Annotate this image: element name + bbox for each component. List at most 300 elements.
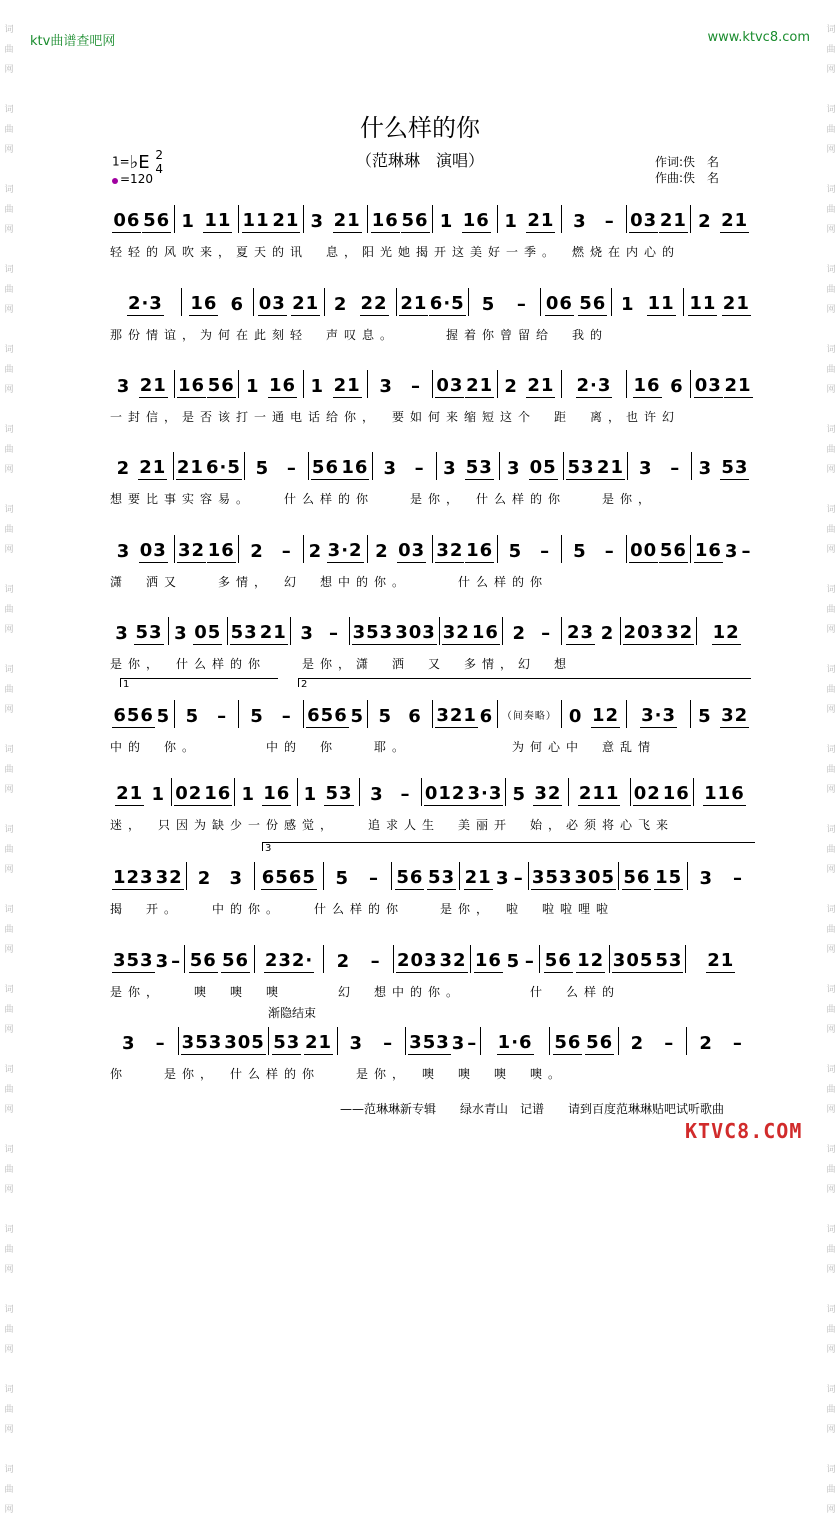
lyrics-row: 一封信，是否该打一通电话给你， 要如何来缩短这个 距 离，也许幻 (110, 410, 681, 424)
note-token: 53 (428, 867, 456, 888)
note-token: 53 (655, 950, 683, 971)
note-token: 3·3 (467, 783, 503, 804)
note-token: 2 (698, 211, 712, 232)
staff-line (110, 778, 755, 850)
measure (612, 288, 684, 316)
note-token: – (281, 541, 292, 562)
measure (627, 370, 692, 398)
note-token: 3 (310, 211, 325, 232)
note-token: 5 (698, 706, 712, 727)
note-token: 21 (259, 622, 287, 643)
note-token: 03 (258, 293, 286, 314)
note-token: 3 (116, 376, 131, 397)
measure (564, 452, 628, 480)
measure (185, 945, 255, 973)
measure (503, 617, 562, 645)
composer-credit: 作曲:佚 名 (655, 171, 720, 185)
note-token: – (400, 784, 411, 805)
note-token: 3 (698, 458, 713, 479)
note-token: 5 (255, 458, 270, 479)
measure (691, 205, 755, 233)
measure (179, 1027, 269, 1055)
note-token: 21 (292, 293, 320, 314)
measure (433, 700, 498, 728)
tempo-value: =120 (120, 172, 153, 186)
note-token: 12 (577, 950, 605, 971)
note-token: 16 (466, 540, 494, 561)
volta-bracket: 3 (262, 842, 755, 851)
note-token: – (541, 623, 552, 644)
lyrics-row: 中的 你。 中的 你 耶。 为何心中 意乱情 (110, 740, 657, 754)
measure (460, 862, 528, 890)
time-signature (155, 148, 163, 176)
measure (239, 700, 304, 728)
lyrics-row: 是你， 噢 噢 噢 幻 想中的你。 什 么样的 (110, 985, 621, 999)
note-token: 2 (504, 376, 518, 397)
note-token: 16 (207, 540, 235, 561)
note-token: 3 (639, 458, 653, 479)
staff-line (110, 535, 755, 607)
lyrics-row: 迷， 只因为缺少一份感觉， 追求人生 美丽开 始，必须将心飞来 (110, 818, 675, 832)
site-url-right: www.ktvc8.com (707, 30, 810, 45)
measure (469, 288, 541, 316)
note-token: 02 (175, 783, 203, 804)
measure (175, 205, 240, 233)
measure (110, 617, 169, 645)
measure (471, 945, 541, 973)
note-token: 6565 (261, 867, 316, 888)
note-token: 21 (139, 375, 167, 396)
note-token: 21 (139, 457, 167, 478)
note-token: 656 (113, 705, 154, 726)
note-token: 16 (662, 783, 690, 804)
measure (235, 778, 297, 806)
lyrics-row: 你 是你， 什么样的你 是你， 噢 噢 噢 噢。 (110, 1067, 567, 1081)
note-token: – (741, 541, 752, 562)
note-token: 1 (504, 211, 518, 232)
note-token: 32 (721, 705, 749, 726)
note-token: 211 (578, 783, 620, 804)
note-token: 6·5 (205, 457, 241, 478)
note-token: 21 (176, 457, 204, 478)
note-token: 21 (305, 1032, 333, 1053)
measure (481, 1027, 550, 1055)
measure (350, 617, 440, 645)
note-token: 1 (151, 784, 166, 805)
note-token: 56 (189, 950, 217, 971)
note-token: 15 (655, 867, 683, 888)
note-token: 32 (442, 622, 470, 643)
note-token: 3 (699, 868, 714, 889)
staff-line (110, 945, 755, 1017)
note-token: 123 (113, 867, 154, 888)
note-token: 03 (139, 540, 167, 561)
note-token: 16 (177, 375, 206, 396)
note-token: 53 (230, 622, 258, 643)
note-token: – (369, 868, 379, 889)
measure (627, 205, 692, 233)
note-token: – (370, 951, 381, 972)
measure (304, 370, 369, 398)
measure (291, 617, 350, 645)
quarter-note-icon (112, 178, 118, 184)
lyrics-row: 想要比事实容易。 什么样的你 是你， 什么样的你 是你， (110, 492, 657, 506)
measure (368, 370, 433, 398)
measure (239, 370, 304, 398)
measure (325, 288, 397, 316)
note-token: 53 (325, 783, 353, 804)
song-subtitle: （范琳琳 演唱） (355, 151, 484, 170)
note-token: 6 (230, 294, 245, 315)
note-token: 21 (596, 457, 624, 478)
measure (541, 288, 613, 316)
note-token: 2 (336, 951, 351, 972)
note-token: 56 (396, 867, 424, 888)
note-token: 012 (424, 783, 466, 804)
notes-row (110, 1027, 755, 1055)
lyrics-row: 揭 开。 中的你。 什么样的你 是你， 啦 啦啦哩啦 (110, 902, 615, 916)
measure (688, 862, 755, 890)
measure (562, 535, 627, 563)
time-top: 2 (155, 148, 164, 162)
note-token: 21 (527, 210, 555, 231)
note-token: 656 (307, 705, 348, 726)
notes-row (110, 862, 755, 890)
note-token: 3 (300, 623, 314, 644)
notes-row (110, 288, 755, 316)
note-token: 1·6 (497, 1032, 533, 1053)
note-token: 32 (155, 867, 183, 888)
note-token: 00 (630, 540, 658, 561)
note-token: 2 (600, 623, 615, 644)
note-token: 21 (722, 293, 750, 314)
note-token: 53 (135, 622, 163, 643)
volta-bracket: 2 (298, 678, 751, 687)
measure (110, 370, 175, 398)
measure (619, 1027, 688, 1055)
note-token: 305 (224, 1032, 265, 1053)
note-token: – (732, 868, 743, 889)
site-logo: KTVC8.COM (685, 1119, 803, 1143)
note-token: 2 (630, 1033, 645, 1054)
note-token: 16 (474, 950, 502, 971)
measure (239, 535, 304, 563)
note-token: 21 (272, 210, 300, 231)
measure (110, 700, 175, 728)
note-token: 5 (508, 541, 523, 562)
note-token: 32 (177, 540, 206, 561)
note-token: 53 (721, 457, 749, 478)
notes-row (110, 617, 755, 645)
note-token: 2 (116, 458, 131, 479)
notes-row (110, 778, 755, 806)
note-token: 16 (371, 210, 399, 231)
note-token: – (281, 706, 292, 727)
measure (255, 945, 325, 973)
footer-note: ——范琳琳新专辑 绿水青山 记谱 请到百度范琳琳贴吧试听歌曲 (340, 1102, 725, 1116)
note-token: – (467, 1033, 478, 1054)
measure (110, 205, 175, 233)
measure (392, 862, 460, 890)
measure (406, 1027, 481, 1055)
measure (631, 778, 694, 806)
measure (169, 617, 228, 645)
staff-line (110, 452, 755, 524)
note-token: 12 (591, 705, 619, 726)
measure (550, 1027, 619, 1055)
measure (172, 778, 235, 806)
note-token: 203 (396, 950, 438, 971)
note-token: 2 (699, 1033, 713, 1054)
measure (433, 370, 498, 398)
note-token: 0 (568, 706, 583, 727)
note-token: 305 (612, 950, 654, 971)
note-token: 12 (712, 622, 740, 643)
note-token: – (383, 1033, 394, 1054)
measure (691, 700, 755, 728)
note-token: 11 (689, 293, 717, 314)
notes-row (110, 370, 755, 398)
measure (433, 535, 498, 563)
note-token: 1 (245, 376, 260, 397)
note-token: – (513, 868, 524, 889)
note-token: 21 (464, 867, 492, 888)
measure (433, 205, 498, 233)
note-token: – (670, 458, 681, 479)
note-token: 3 (383, 458, 397, 479)
note-token: 353 (409, 1032, 450, 1053)
staff-line (110, 1027, 755, 1099)
measure (610, 945, 687, 973)
note-token: 203 (623, 622, 665, 643)
measure (110, 535, 175, 563)
measure (440, 617, 503, 645)
note-token: 353 (352, 622, 394, 643)
measure (110, 778, 172, 806)
note-token: 5 (481, 294, 496, 315)
measure (627, 700, 692, 728)
measure (691, 535, 755, 563)
note-token: 5 (350, 706, 364, 727)
measure (619, 862, 687, 890)
note-token: 5 (250, 706, 264, 727)
note-token: 2·3 (576, 375, 612, 396)
note-token: 3·3 (641, 705, 676, 726)
measure (368, 205, 433, 233)
site-name-left: ktv曲谱查吧网 (30, 34, 116, 49)
note-token: 2 (308, 541, 323, 562)
measure (691, 370, 755, 398)
tempo-marking (112, 172, 153, 186)
note-token: 321 (436, 705, 477, 726)
lyrics-row: 那份情谊，为何在此刻轻 声叹息。 握着你曾留给 我的 (110, 328, 609, 342)
note-token: 56 (554, 1032, 582, 1053)
staff-line (110, 288, 755, 360)
note-token: 02 (633, 783, 661, 804)
note-token: – (286, 458, 297, 479)
note-token: 2 (197, 868, 212, 889)
note-token: 05 (529, 457, 557, 478)
note-token: 56 (586, 1032, 614, 1053)
note-token: 56 (207, 375, 235, 396)
lyrics-row: 潇 洒又 多情， 幻 想中的你。 什么样的你 (110, 575, 549, 589)
measure (694, 778, 755, 806)
measure (373, 452, 437, 480)
note-token: – (604, 211, 615, 232)
note-token: 305 (574, 867, 616, 888)
note-token: 3·2 (327, 540, 363, 561)
note-token: 21 (400, 293, 428, 314)
note-token: – (516, 294, 527, 315)
measure (498, 205, 563, 233)
note-token: 6 (408, 706, 422, 727)
note-token: 3 (370, 784, 384, 805)
measure (304, 205, 369, 233)
note-token: 2 (375, 541, 389, 562)
note-token: 1 (621, 294, 635, 315)
measure (562, 700, 627, 728)
note-token: 2 (250, 541, 264, 562)
note-token: 21 (724, 375, 752, 396)
measure (298, 778, 360, 806)
note-token: 1 (310, 376, 325, 397)
song-title: 什么样的你 (360, 114, 480, 142)
measure (269, 1027, 338, 1055)
measure (304, 535, 369, 563)
volta-bracket: 1 (120, 678, 278, 687)
measure (437, 452, 501, 480)
note-token: 03 (398, 540, 426, 561)
note-token: 5 (185, 706, 200, 727)
measure (506, 778, 568, 806)
note-token: – (155, 1033, 166, 1054)
note-token: 11 (647, 293, 675, 314)
note-token: （间奏略） (501, 711, 557, 722)
note-token: 3 (349, 1033, 364, 1054)
note-token: 3 (724, 541, 739, 562)
note-token: 16 (190, 293, 218, 314)
lyrics-row: 是你， 什么样的你 是你，潇 洒 又 多情，幻 想 (110, 657, 573, 671)
note-token: 56 (659, 540, 687, 561)
notes-row (110, 535, 755, 563)
note-token: 1 (439, 211, 454, 232)
note-token: 21 (527, 375, 555, 396)
staff-line (110, 205, 755, 277)
note-token: 353 (181, 1032, 223, 1053)
measure (175, 535, 240, 563)
note-token: 21 (659, 210, 687, 231)
staff-line (110, 700, 755, 772)
note-token: 5 (506, 951, 521, 972)
measure (110, 945, 185, 973)
measure (187, 862, 255, 890)
measure (498, 535, 563, 563)
note-token: 2 (512, 623, 526, 644)
side-watermark-right: 词 曲 网 词 曲 网 词 曲 网 词 曲 网 词 曲 网 词 曲 网 词 曲 网 词 曲 网 词 曲 网 词 曲 网 词 曲 网 词 曲 网 词 曲 网 词 曲 网 词 曲 网 词 曲 网 词 曲 网 词 曲 网 词 曲 网 (826, 25, 836, 1515)
lyrics-row: 轻轻的风吹来，夏天的讯 息，阳光她揭开这美好一季。 燃烧在内心的 (110, 245, 681, 259)
measure (309, 452, 373, 480)
note-token: 3 (155, 951, 170, 972)
note-token: 3 (506, 458, 521, 479)
measure (562, 205, 627, 233)
note-token: 6 (479, 706, 494, 727)
measure (628, 452, 692, 480)
note-token: 03 (694, 375, 722, 396)
note-token: – (524, 951, 535, 972)
note-token: 06 (113, 210, 141, 231)
note-token: 3 (116, 541, 131, 562)
key-flat: ♭E (129, 151, 150, 173)
measure (627, 535, 692, 563)
measure (110, 288, 182, 316)
note-token: 21 (466, 375, 494, 396)
note-token: 32 (439, 950, 467, 971)
notes-row (110, 945, 755, 973)
measure (498, 700, 563, 728)
measure (686, 945, 755, 973)
note-token: – (604, 541, 615, 562)
note-token: 11 (242, 210, 270, 231)
note-token: 3 (573, 211, 587, 232)
note-token: 2·3 (127, 293, 163, 314)
measure (422, 778, 506, 806)
note-token: 16 (694, 540, 722, 561)
note-token: 11 (204, 210, 232, 231)
note-token: 56 (311, 457, 339, 478)
note-token: 5 (156, 706, 171, 727)
note-token: 5 (335, 868, 350, 889)
note-token: 21 (721, 210, 749, 231)
note-token: 56 (544, 950, 572, 971)
note-token: – (217, 706, 228, 727)
note-token: 3 (443, 458, 457, 479)
note-token: – (414, 458, 425, 479)
measure (540, 945, 610, 973)
note-token: 3 (115, 623, 129, 644)
measure (110, 1027, 179, 1055)
measure (697, 617, 755, 645)
note-token: 56 (222, 950, 250, 971)
note-token: 16 (204, 783, 232, 804)
note-token: 22 (360, 293, 388, 314)
measure (692, 452, 755, 480)
measure (621, 617, 698, 645)
note-token: 56 (623, 867, 651, 888)
note-token: 53 (273, 1032, 301, 1053)
measure (324, 945, 394, 973)
measure (569, 778, 631, 806)
measure (228, 617, 291, 645)
note-token: 3 (451, 1033, 466, 1054)
note-token: 32 (534, 783, 562, 804)
note-token: 353 (531, 867, 573, 888)
note-token: 6 (670, 376, 684, 397)
lyricist-credit: 作词:佚 名 (655, 155, 720, 169)
note-token: 53 (567, 457, 595, 478)
note-token: 3 (122, 1033, 136, 1054)
note-token: – (171, 951, 182, 972)
note-token: 303 (395, 622, 436, 643)
measure (110, 862, 187, 890)
note-token: 1 (303, 784, 318, 805)
note-token: 16 (633, 375, 661, 396)
side-watermark-left: 词 曲 网 词 曲 网 词 曲 网 词 曲 网 词 曲 网 词 曲 网 词 曲 网 词 曲 网 词 曲 网 词 曲 网 词 曲 网 词 曲 网 词 曲 网 词 曲 网 词 曲 网 词 曲 网 词 曲 网 词 曲 网 词 曲 网 (4, 25, 14, 1515)
measure (687, 1027, 755, 1055)
measure (397, 288, 469, 316)
measure (498, 370, 563, 398)
note-token: – (540, 541, 551, 562)
measure (254, 288, 326, 316)
